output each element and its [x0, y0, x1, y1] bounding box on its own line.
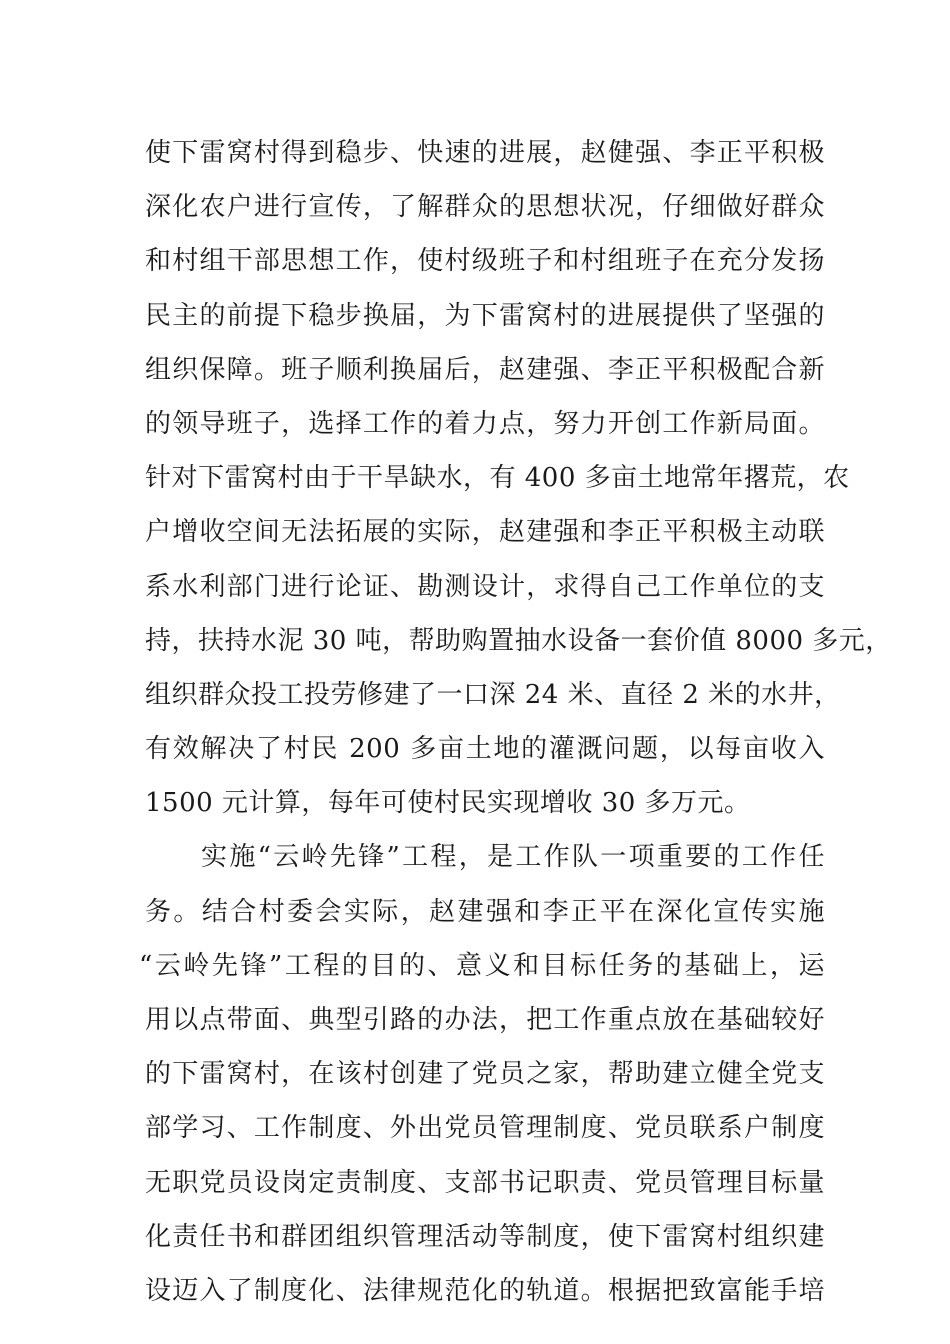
- text-line: 组织保障。班子顺利换届后，赵建强、李正平积极配合新: [145, 354, 825, 385]
- text-line: 有效解决了村民 200 多亩土地的灌溉问题，以每亩收入: [145, 734, 825, 765]
- text-line: 的领导班子，选择工作的着力点，努力开创工作新局面。: [145, 408, 825, 439]
- body-text: [139, 126, 892, 1318]
- paragraph-2: [139, 830, 825, 1318]
- text-line: 务。结合村委会实际，赵建强和李正平在深化宣传实施: [145, 896, 825, 927]
- text-line: 的下雷窝村，在该村创建了党员之家，帮助建立健全党支: [145, 1059, 825, 1090]
- text-line: 和村组干部思想工作，使村级班子和村组班子在充分发扬: [145, 246, 825, 277]
- text-line: “云岭先锋”工程的目的、意义和目标任务的基础上，运: [139, 950, 825, 981]
- text-line: 化责任书和群团组织管理活动等制度，使下雷窝村组织建: [145, 1221, 825, 1252]
- text-line: 组织群众投工投劳修建了一口深 24 米、直径 2 米的水井，: [145, 679, 841, 710]
- text-line: 用以点带面、典型引路的办法，把工作重点放在基础较好: [145, 1005, 825, 1035]
- text-line: 设迈入了制度化、法律规范化的轨道。根据把致富能手培: [145, 1275, 825, 1306]
- text-line: 深化农户进行宣传，了解群众的思想状况，仔细做好群众: [145, 192, 825, 223]
- text-line: 针对下雷窝村由于干旱缺水，有 400 多亩土地常年撂荒，农: [145, 463, 850, 494]
- text-line: 实施“云岭先锋”工程，是工作队一项重要的工作任: [201, 842, 825, 873]
- text-line: 持，扶持水泥 30 吨，帮助购置抽水设备一套价值 8000 多元，: [145, 625, 892, 656]
- text-line: 1500 元计算，每年可使村民实现增收 30 多万元。: [145, 788, 751, 819]
- text-line: 系水利部门进行论证、勘测设计，求得自己工作单位的支: [145, 571, 825, 602]
- text-line: 部学习、工作制度、外出党员管理制度、党员联系户制度: [145, 1113, 825, 1144]
- text-line: 使下雷窝村得到稳步、快速的进展，赵健强、李正平积极: [145, 138, 825, 168]
- paragraph-1: [145, 126, 892, 830]
- text-line: 户增收空间无法拓展的实际，赵建强和李正平积极主动联: [145, 517, 825, 548]
- text-line: 民主的前提下稳步换届，为下雷窝村的进展提供了坚强的: [145, 300, 825, 331]
- text-line: 无职党员设岗定责制度、支部书记职责、党员管理目标量: [145, 1167, 825, 1198]
